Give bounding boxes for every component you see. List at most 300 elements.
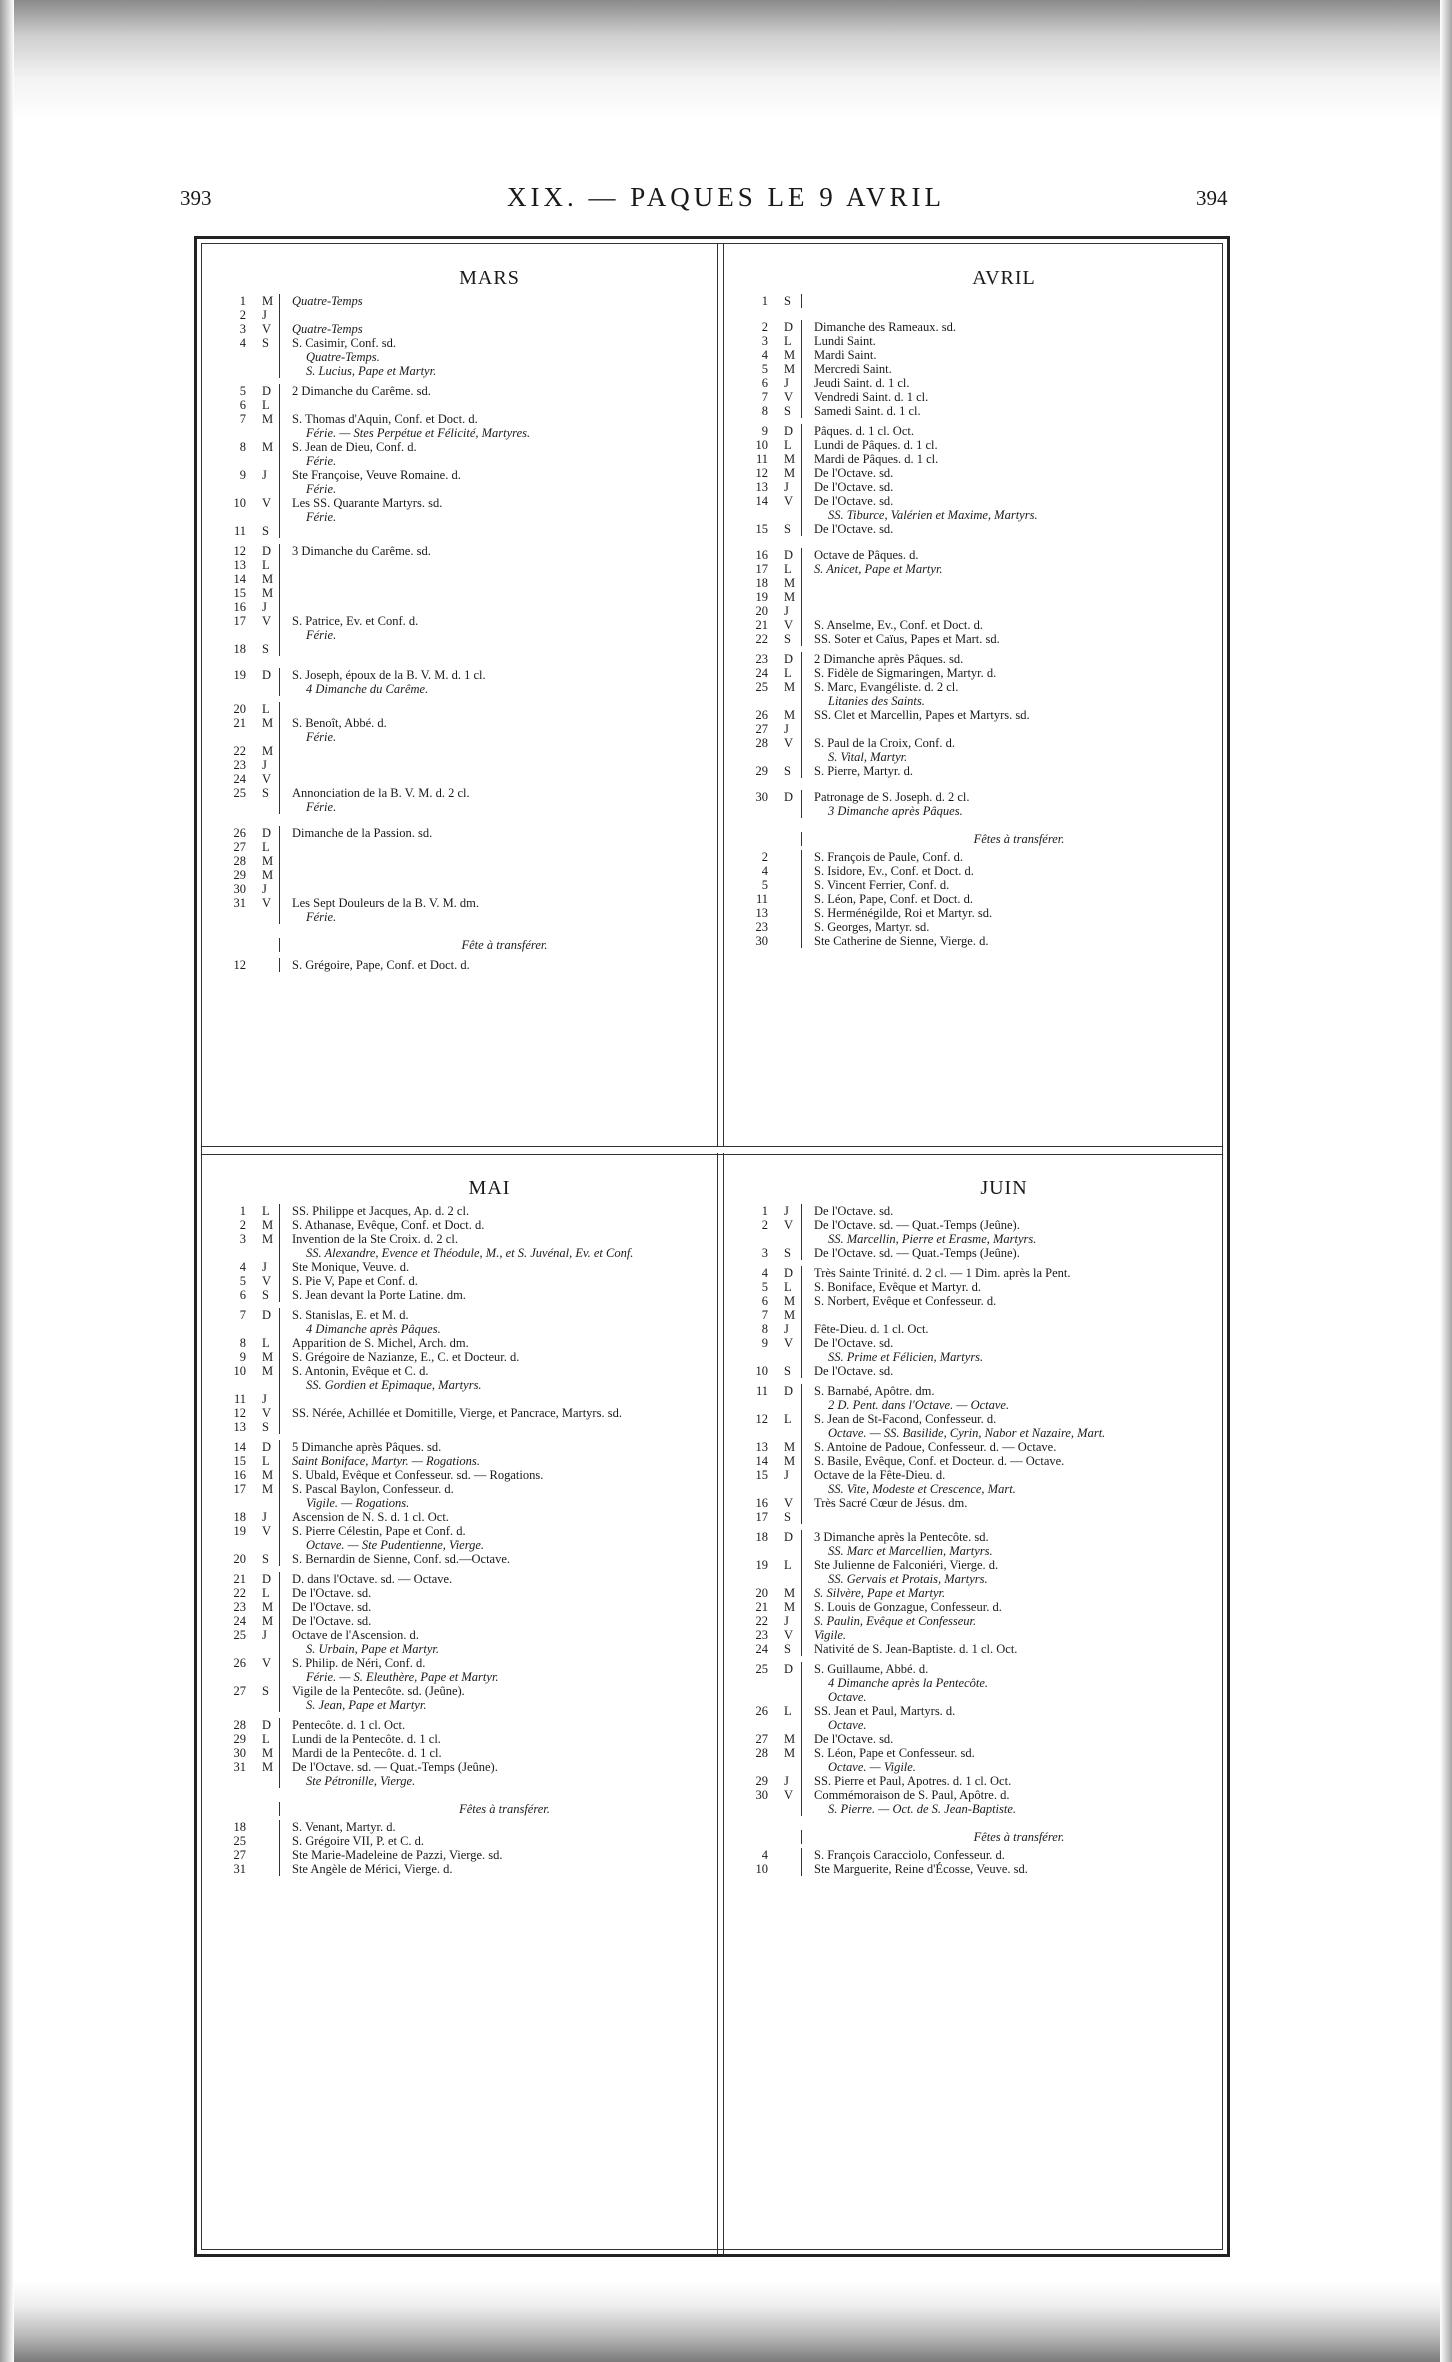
feast-text: S. Grégoire de Nazianze, E., C. et Docteur. d. — [292, 1350, 520, 1364]
weekday-letter: S — [774, 522, 802, 536]
feast-text: Férie. — [306, 482, 337, 496]
weekday-letter — [252, 454, 280, 468]
feast-text: S. Barnabé, Apôtre. dm. — [814, 1384, 935, 1398]
month-title: JUIN — [980, 1177, 1028, 1199]
day-row-continuation — [724, 1676, 1224, 1690]
feast-text: Commémoraison de S. Paul, Apôtre. d. — [814, 1788, 1010, 1802]
day-number: 16 — [233, 600, 246, 614]
row-divider — [202, 1146, 1222, 1155]
day-row — [202, 1510, 717, 1524]
weekday-letter — [252, 1322, 280, 1336]
page-number-left: 393 — [180, 186, 212, 210]
day-number: 29 — [755, 1774, 768, 1788]
day-row-continuation — [202, 510, 717, 524]
feast-text: Pentecôte. d. 1 cl. Oct. — [292, 1718, 406, 1732]
day-row-continuation — [724, 804, 1224, 818]
feast-text: De l'Octave. sd. — [814, 1336, 894, 1350]
weekday-letter: V — [252, 496, 280, 510]
weekday-letter — [252, 1496, 280, 1510]
day-row — [724, 1384, 1224, 1398]
day-row — [724, 1704, 1224, 1718]
feast-text: De l'Octave. sd. — [814, 522, 894, 536]
feast-text: Férie. — [306, 800, 337, 814]
weekday-letter — [774, 1350, 802, 1364]
weekday-letter — [252, 958, 280, 972]
feast-text: 3 Dimanche du Carême. sd. — [292, 544, 431, 558]
feast-text: S. Basile, Evêque, Conf. et Docteur. d. — Octave. — [814, 1454, 1065, 1468]
day-row — [202, 600, 717, 614]
transfer-label: Fêtes à transférer. — [973, 832, 1065, 846]
day-row — [202, 1350, 717, 1364]
weekday-letter: L — [774, 1412, 802, 1426]
weekday-letter: V — [252, 772, 280, 786]
day-row — [202, 1260, 717, 1274]
weekday-letter: D — [252, 668, 280, 682]
day-row — [202, 308, 717, 322]
day-number: 10 — [233, 496, 246, 510]
weekday-letter — [774, 906, 802, 920]
weekday-letter: M — [252, 412, 280, 426]
day-row — [202, 1204, 717, 1218]
day-number: 1 — [239, 1204, 246, 1218]
day-number: 26 — [755, 1704, 768, 1718]
day-number: 6 — [239, 1288, 246, 1302]
weekday-letter: D — [774, 320, 802, 334]
weekday-letter: M — [774, 1308, 802, 1322]
feast-text: S. Athanase, Evêque, Conf. et Doct. d. — [292, 1218, 485, 1232]
feast-text: Jeudi Saint. d. 1 cl. — [814, 376, 910, 390]
weekday-letter: M — [252, 1600, 280, 1614]
day-number: 1 — [761, 1204, 768, 1218]
day-number: 15 — [233, 1454, 246, 1468]
feast-text: Férie. — Stes Perpétue et Félicité, Martyres. — [306, 426, 531, 440]
feast-text: S. Antonin, Evêque et C. d. — [292, 1364, 429, 1378]
day-number: 20 — [233, 702, 246, 716]
weekday-letter: M — [252, 1350, 280, 1364]
day-number: 23 — [755, 920, 768, 934]
scan-bottom-edge — [0, 2282, 1452, 2362]
feast-text: Octave de la Fête-Dieu. d. — [814, 1468, 946, 1482]
weekday-letter: S — [774, 294, 802, 308]
day-row — [724, 1468, 1224, 1482]
day-number: 30 — [755, 790, 768, 804]
weekday-letter: M — [774, 576, 802, 590]
weekday-letter — [774, 1544, 802, 1558]
day-number: 29 — [233, 868, 246, 882]
feast-text: De l'Octave. sd. — [814, 1204, 894, 1218]
weekday-letter: D — [252, 1718, 280, 1732]
day-number: 2 — [761, 850, 768, 864]
day-row-continuation — [202, 1496, 717, 1510]
feast-text: S. Pascal Baylon, Confesseur. d. — [292, 1482, 454, 1496]
weekday-letter — [774, 1232, 802, 1246]
day-number: 28 — [233, 854, 246, 868]
day-number: 5 — [239, 1274, 246, 1288]
day-number: 13 — [755, 1440, 768, 1454]
day-row — [202, 1218, 717, 1232]
feast-text: Vendredi Saint. d. 1 cl. — [814, 390, 929, 404]
day-row — [202, 702, 717, 716]
day-row — [724, 736, 1224, 750]
feast-text: S. François Caracciolo, Confesseur. d. — [814, 1848, 1005, 1862]
feast-text: S. Marc, Evangéliste. d. 2 cl. — [814, 680, 959, 694]
day-number: 21 — [233, 716, 246, 730]
transfer-label: Fête à transférer. — [461, 938, 548, 952]
month-mai — [202, 1174, 717, 1876]
feast-text: Lundi Saint. — [814, 334, 876, 348]
day-number: 15 — [233, 586, 246, 600]
weekday-letter — [774, 1718, 802, 1732]
feast-text: Mardi de la Pentecôte. d. 1 cl. — [292, 1746, 442, 1760]
weekday-letter — [774, 508, 802, 522]
feast-text: 4 Dimanche du Carême. — [306, 682, 429, 696]
weekday-letter: M — [774, 362, 802, 376]
day-number: 3 — [761, 334, 768, 348]
weekday-letter — [252, 1670, 280, 1684]
day-number: 5 — [239, 384, 246, 398]
feast-text: S. Guillaume, Abbé. d. — [814, 1662, 929, 1676]
weekday-letter: D — [252, 1308, 280, 1322]
day-row — [202, 1420, 717, 1434]
day-row — [724, 390, 1224, 404]
day-row — [724, 864, 1224, 878]
weekday-letter — [252, 1820, 280, 1834]
scan-top-edge — [0, 0, 1452, 120]
weekday-letter: L — [774, 666, 802, 680]
day-row — [724, 466, 1224, 480]
weekday-letter: M — [774, 1454, 802, 1468]
feast-text: S. Jean, Pape et Martyr. — [306, 1698, 427, 1712]
day-row — [724, 604, 1224, 618]
feast-text: Ste Pétronille, Vierge. — [306, 1774, 416, 1788]
feast-text: Pâques. d. 1 cl. Oct. — [814, 424, 914, 438]
day-row — [202, 1684, 717, 1698]
weekday-letter: V — [252, 896, 280, 910]
day-number: 27 — [755, 1732, 768, 1746]
weekday-letter — [252, 1538, 280, 1552]
day-row — [724, 1294, 1224, 1308]
day-number: 3 — [239, 1232, 246, 1246]
month-title: AVRIL — [972, 267, 1036, 289]
weekday-letter — [774, 850, 802, 864]
weekday-letter: J — [252, 882, 280, 896]
weekday-letter: M — [252, 744, 280, 758]
weekday-letter: S — [252, 336, 280, 350]
feast-text: S. Pierre. — Oct. de S. Jean-Baptiste. — [828, 1802, 1017, 1816]
day-row — [724, 1246, 1224, 1260]
day-row — [724, 1628, 1224, 1642]
day-number: 7 — [239, 1308, 246, 1322]
page-title: XIX. — PAQUES LE 9 AVRIL — [506, 182, 946, 212]
weekday-letter: S — [774, 764, 802, 778]
feast-text: Ste Françoise, Veuve Romaine. d. — [292, 468, 461, 482]
weekday-letter: L — [252, 840, 280, 854]
day-number: 25 — [755, 680, 768, 694]
day-row — [202, 1454, 717, 1468]
weekday-letter: V — [774, 1336, 802, 1350]
feast-text: Octave de Pâques. d. — [814, 548, 919, 562]
day-number: 21 — [755, 618, 768, 632]
day-row-continuation — [202, 350, 717, 364]
day-row — [724, 362, 1224, 376]
weekday-letter: L — [774, 562, 802, 576]
day-row — [724, 878, 1224, 892]
feast-text: De l'Octave. sd. — [292, 1586, 372, 1600]
weekday-letter: L — [774, 438, 802, 452]
day-row — [202, 1392, 717, 1406]
day-row-continuation — [724, 508, 1224, 522]
calendar-frame — [194, 236, 1230, 2257]
feast-text: S. Patrice, Ev. et Conf. d. — [292, 614, 419, 628]
day-number: 13 — [233, 1420, 246, 1434]
day-number: 22 — [755, 1614, 768, 1628]
day-row-continuation — [202, 1378, 717, 1392]
weekday-letter — [774, 804, 802, 818]
day-number: 20 — [755, 604, 768, 618]
day-number: 1 — [239, 294, 246, 308]
day-number: 19 — [755, 590, 768, 604]
day-row-continuation — [202, 1670, 717, 1684]
day-row-continuation — [202, 1774, 717, 1788]
weekday-letter: S — [774, 1246, 802, 1260]
day-list — [724, 294, 1224, 948]
day-number: 8 — [239, 440, 246, 454]
weekday-letter — [252, 628, 280, 642]
weekday-letter: V — [252, 1274, 280, 1288]
feast-text: Invention de la Ste Croix. d. 2 cl. — [292, 1232, 458, 1246]
feast-text: Octave de l'Ascension. d. — [292, 1628, 419, 1642]
weekday-letter: D — [774, 1530, 802, 1544]
day-number: 15 — [755, 522, 768, 536]
weekday-letter — [252, 1378, 280, 1392]
day-number: 27 — [233, 840, 246, 854]
day-number: 19 — [233, 668, 246, 682]
day-row-continuation — [202, 1322, 717, 1336]
weekday-letter: S — [252, 1684, 280, 1698]
weekday-letter: J — [774, 1468, 802, 1482]
day-row — [724, 1412, 1224, 1426]
day-row — [202, 1232, 717, 1246]
weekday-letter: M — [774, 1294, 802, 1308]
feast-text: S. Jean devant la Porte Latine. dm. — [292, 1288, 466, 1302]
day-number: 14 — [755, 1454, 768, 1468]
day-row — [724, 590, 1224, 604]
page-header — [0, 182, 1452, 222]
feast-text: Patronage de S. Joseph. d. 2 cl. — [814, 790, 970, 804]
feast-text: S. Anicet, Pape et Martyr. — [814, 562, 943, 576]
weekday-letter: V — [774, 494, 802, 508]
day-row — [202, 1600, 717, 1614]
weekday-letter: V — [774, 390, 802, 404]
weekday-letter — [252, 682, 280, 696]
day-row — [202, 1586, 717, 1600]
day-list — [202, 1204, 717, 1876]
feast-text: Litanies des Saints. — [828, 694, 925, 708]
weekday-letter: M — [252, 716, 280, 730]
day-number: 20 — [755, 1586, 768, 1600]
weekday-letter — [774, 892, 802, 906]
day-row-continuation — [724, 1718, 1224, 1732]
day-number: 22 — [233, 1586, 246, 1600]
feast-text: S. Herménégilde, Roi et Martyr. sd. — [814, 906, 993, 920]
day-number: 16 — [755, 548, 768, 562]
day-row — [202, 440, 717, 454]
weekday-letter: M — [774, 452, 802, 466]
day-number: 4 — [761, 1266, 768, 1280]
day-row — [724, 334, 1224, 348]
feast-text: Dimanche de la Passion. sd. — [292, 826, 433, 840]
day-number: 23 — [755, 652, 768, 666]
day-row — [202, 1288, 717, 1302]
feast-text: S. Bernardin de Sienne, Conf. sd.—Octave. — [292, 1552, 511, 1566]
day-number: 5 — [761, 1280, 768, 1294]
day-row — [202, 958, 717, 972]
weekday-letter: D — [774, 790, 802, 804]
day-number: 22 — [233, 744, 246, 758]
weekday-letter: S — [252, 1288, 280, 1302]
weekday-letter: V — [252, 1524, 280, 1538]
weekday-letter — [774, 1690, 802, 1704]
day-row — [202, 1718, 717, 1732]
day-row-continuation — [724, 1398, 1224, 1412]
feast-text: S. Boniface, Evêque et Martyr. d. — [814, 1280, 981, 1294]
day-number: 6 — [761, 1294, 768, 1308]
feast-text: S. Venant, Martyr. d. — [292, 1820, 396, 1834]
feast-text: SS. Soter et Caïus, Papes et Mart. sd. — [814, 632, 1000, 646]
day-row — [202, 544, 717, 558]
day-number: 16 — [755, 1496, 768, 1510]
weekday-letter — [252, 1642, 280, 1656]
feast-text: De l'Octave. sd. — [292, 1600, 372, 1614]
weekday-letter — [252, 910, 280, 924]
day-row — [724, 1336, 1224, 1350]
feast-text: De l'Octave. sd. — [292, 1614, 372, 1628]
weekday-letter: V — [774, 1628, 802, 1642]
day-row — [202, 1572, 717, 1586]
weekday-letter — [774, 694, 802, 708]
weekday-letter: V — [774, 1218, 802, 1232]
day-number: 25 — [233, 1628, 246, 1642]
day-number: 8 — [761, 404, 768, 418]
day-row — [724, 1496, 1224, 1510]
day-row — [724, 348, 1224, 362]
day-row — [724, 1732, 1224, 1746]
feast-text: S. Vital, Martyr. — [828, 750, 908, 764]
day-row — [724, 1218, 1224, 1232]
feast-text: SS. Philippe et Jacques, Ap. d. 2 cl. — [292, 1204, 470, 1218]
day-number: 27 — [233, 1684, 246, 1698]
weekday-letter — [774, 920, 802, 934]
day-row — [202, 1628, 717, 1642]
weekday-letter: M — [774, 1440, 802, 1454]
day-row-continuation — [724, 1572, 1224, 1586]
day-row — [724, 1662, 1224, 1676]
feast-text: 5 Dimanche après Pâques. sd. — [292, 1440, 442, 1454]
day-number: 21 — [755, 1600, 768, 1614]
weekday-letter — [252, 426, 280, 440]
day-row — [724, 892, 1224, 906]
day-number: 15 — [755, 1468, 768, 1482]
day-row — [202, 716, 717, 730]
day-number: 6 — [239, 398, 246, 412]
weekday-letter — [252, 350, 280, 364]
feast-text: S. Vincent Ferrier, Conf. d. — [814, 878, 950, 892]
weekday-letter — [774, 1848, 802, 1862]
feast-text: S. Norbert, Evêque et Confesseur. d. — [814, 1294, 997, 1308]
day-row — [724, 320, 1224, 334]
day-row-continuation — [724, 1690, 1224, 1704]
day-number: 16 — [233, 1468, 246, 1482]
feast-text: De l'Octave. sd. — Quat.-Temps (Jeûne). — [292, 1760, 498, 1774]
day-number: 2 — [761, 320, 768, 334]
day-number: 14 — [233, 572, 246, 586]
day-row — [202, 896, 717, 910]
weekday-letter — [774, 1426, 802, 1440]
weekday-letter: V — [252, 614, 280, 628]
day-row — [202, 294, 717, 308]
day-number: 9 — [239, 468, 246, 482]
day-number: 23 — [233, 1600, 246, 1614]
day-number: 7 — [761, 1308, 768, 1322]
feast-text: Nativité de S. Jean-Baptiste. d. 1 cl. Oct. — [814, 1642, 1018, 1656]
day-row — [202, 1732, 717, 1746]
day-row-continuation — [202, 426, 717, 440]
weekday-letter — [774, 1802, 802, 1816]
weekday-letter: M — [252, 854, 280, 868]
feast-text: S. Casimir, Conf. sd. — [292, 336, 397, 350]
day-number: 20 — [233, 1552, 246, 1566]
feast-text: Quatre-Temps. — [306, 350, 380, 364]
feast-text: Quatre-Temps — [292, 322, 363, 336]
day-number: 22 — [755, 632, 768, 646]
weekday-letter — [774, 1830, 802, 1844]
day-row-continuation — [202, 628, 717, 642]
feast-text: De l'Octave. sd. — [814, 494, 894, 508]
feast-text: Fête-Dieu. d. 1 cl. Oct. — [814, 1322, 929, 1336]
weekday-letter: L — [252, 1732, 280, 1746]
feast-text: SS. Vite, Modeste et Crescence, Mart. — [828, 1482, 1016, 1496]
day-number: 2 — [239, 1218, 246, 1232]
day-number: 11 — [755, 452, 768, 466]
day-row — [724, 438, 1224, 452]
day-row — [202, 1308, 717, 1322]
day-row-continuation — [724, 1232, 1224, 1246]
weekday-letter: V — [774, 618, 802, 632]
month-title: MAI — [468, 1177, 511, 1199]
feast-text: S. Isidore, Ev., Conf. et Doct. d. — [814, 864, 974, 878]
day-number: 24 — [233, 1614, 246, 1628]
weekday-letter: L — [252, 1586, 280, 1600]
day-row — [724, 548, 1224, 562]
day-row — [202, 614, 717, 628]
day-row — [724, 1530, 1224, 1544]
day-row — [724, 652, 1224, 666]
feast-text: Octave. — [828, 1690, 867, 1704]
feast-text: S. Pierre, Martyr. d. — [814, 764, 913, 778]
feast-text: S. Jean de St-Facond, Confesseur. d. — [814, 1412, 997, 1426]
day-row — [724, 480, 1224, 494]
day-row — [724, 376, 1224, 390]
day-number: 17 — [233, 614, 246, 628]
month-mars — [202, 264, 717, 972]
feast-text: S. Anselme, Ev., Conf. et Doct. d. — [814, 618, 983, 632]
feast-text: SS. Gervais et Protais, Martyrs. — [828, 1572, 988, 1586]
weekday-letter — [252, 1848, 280, 1862]
feast-text: Très Sainte Trinité. d. 2 cl. — 1 Dim. après la Pent. — [814, 1266, 1071, 1280]
weekday-letter — [774, 1862, 802, 1876]
feast-text: Samedi Saint. d. 1 cl. — [814, 404, 921, 418]
day-row-continuation — [202, 800, 717, 814]
